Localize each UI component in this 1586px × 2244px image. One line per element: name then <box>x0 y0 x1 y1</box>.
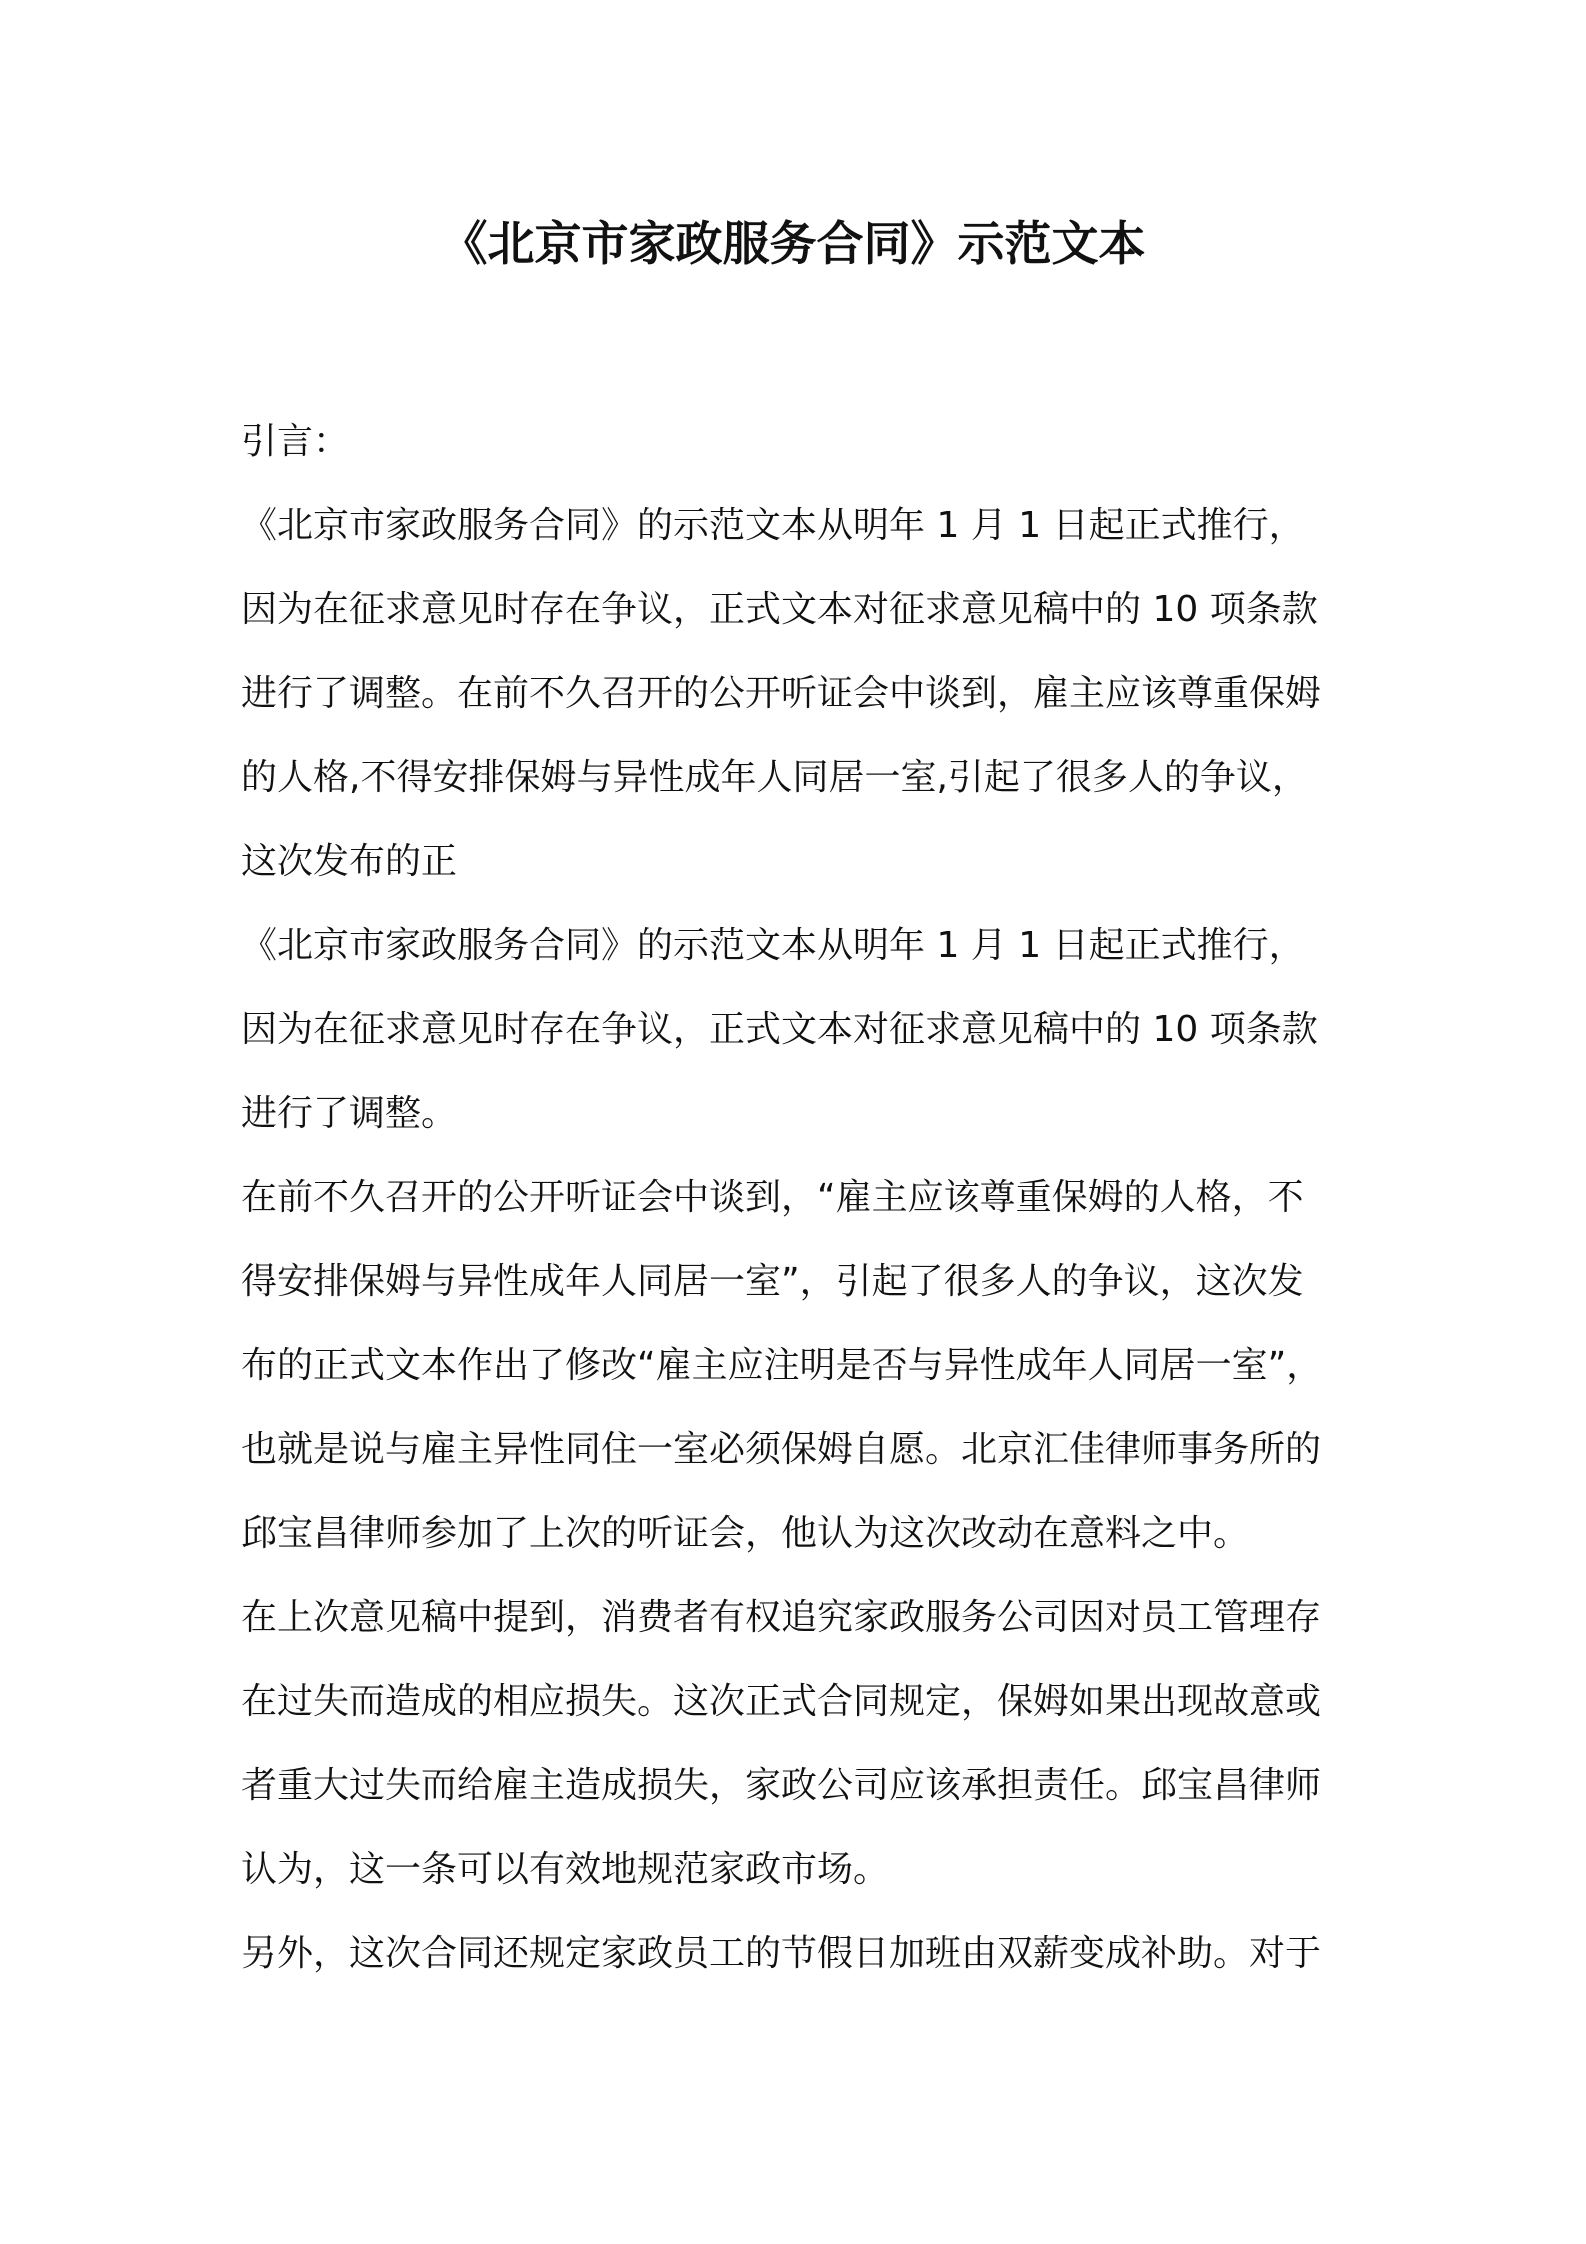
text-line: 另外，这次合同还规定家政员工的节假日加班由双薪变成补助。对于 <box>241 1933 1322 1974</box>
text-line: 邱宝昌律师参加了上次的听证会，他认为这次改动在意料之中。 <box>241 1513 1250 1554</box>
document-body <box>241 400 1371 1996</box>
text-line: 者重大过失而给雇主造成损失，家政公司应该承担责任。邱宝昌律师 <box>241 1765 1322 1806</box>
text-line: 布的正式文本作出了修改“雇主应注明是否与异性成年人同居一室”， <box>241 1345 1323 1386</box>
text-line: 引言： <box>241 421 350 462</box>
text-line: 因为在征求意见时存在争议，正式文本对征求意见稿中的 10 项条款 <box>241 1009 1318 1050</box>
text-line: 在上次意见稿中提到，消费者有权追究家政服务公司因对员工管理存 <box>241 1597 1322 1638</box>
text-line: 这次发布的正 <box>241 841 458 882</box>
document-title: 《北京市家政服务合同》示范文本 <box>440 217 1146 272</box>
text-line: 因为在征求意见时存在争议，正式文本对征求意见稿中的 10 项条款 <box>241 589 1318 630</box>
text-line: 的人格,不得安排保姆与异性成年人同居一室,引起了很多人的争议， <box>241 757 1308 798</box>
text-line: 认为，这一条可以有效地规范家政市场。 <box>241 1849 890 1890</box>
text-line: 进行了调整。 <box>241 1093 458 1134</box>
text-line: 得安排保姆与异性成年人同居一室”，引起了很多人的争议，这次发 <box>241 1261 1304 1302</box>
text-line: 在过失而造成的相应损失。这次正式合同规定，保姆如果出现故意或 <box>241 1681 1322 1722</box>
text-line: 进行了调整。在前不久召开的公开听证会中谈到，雇主应该尊重保姆 <box>241 673 1322 714</box>
text-line: 在前不久召开的公开听证会中谈到，“雇主应该尊重保姆的人格，不 <box>241 1177 1304 1218</box>
text-line: 《北京市家政服务合同》的示范文本从明年 1 月 1 日起正式推行， <box>241 505 1305 546</box>
text-line: 也就是说与雇主异性同住一室必须保姆自愿。北京汇佳律师事务所的 <box>241 1429 1322 1470</box>
text-line: 《北京市家政服务合同》的示范文本从明年 1 月 1 日起正式推行， <box>241 925 1305 966</box>
